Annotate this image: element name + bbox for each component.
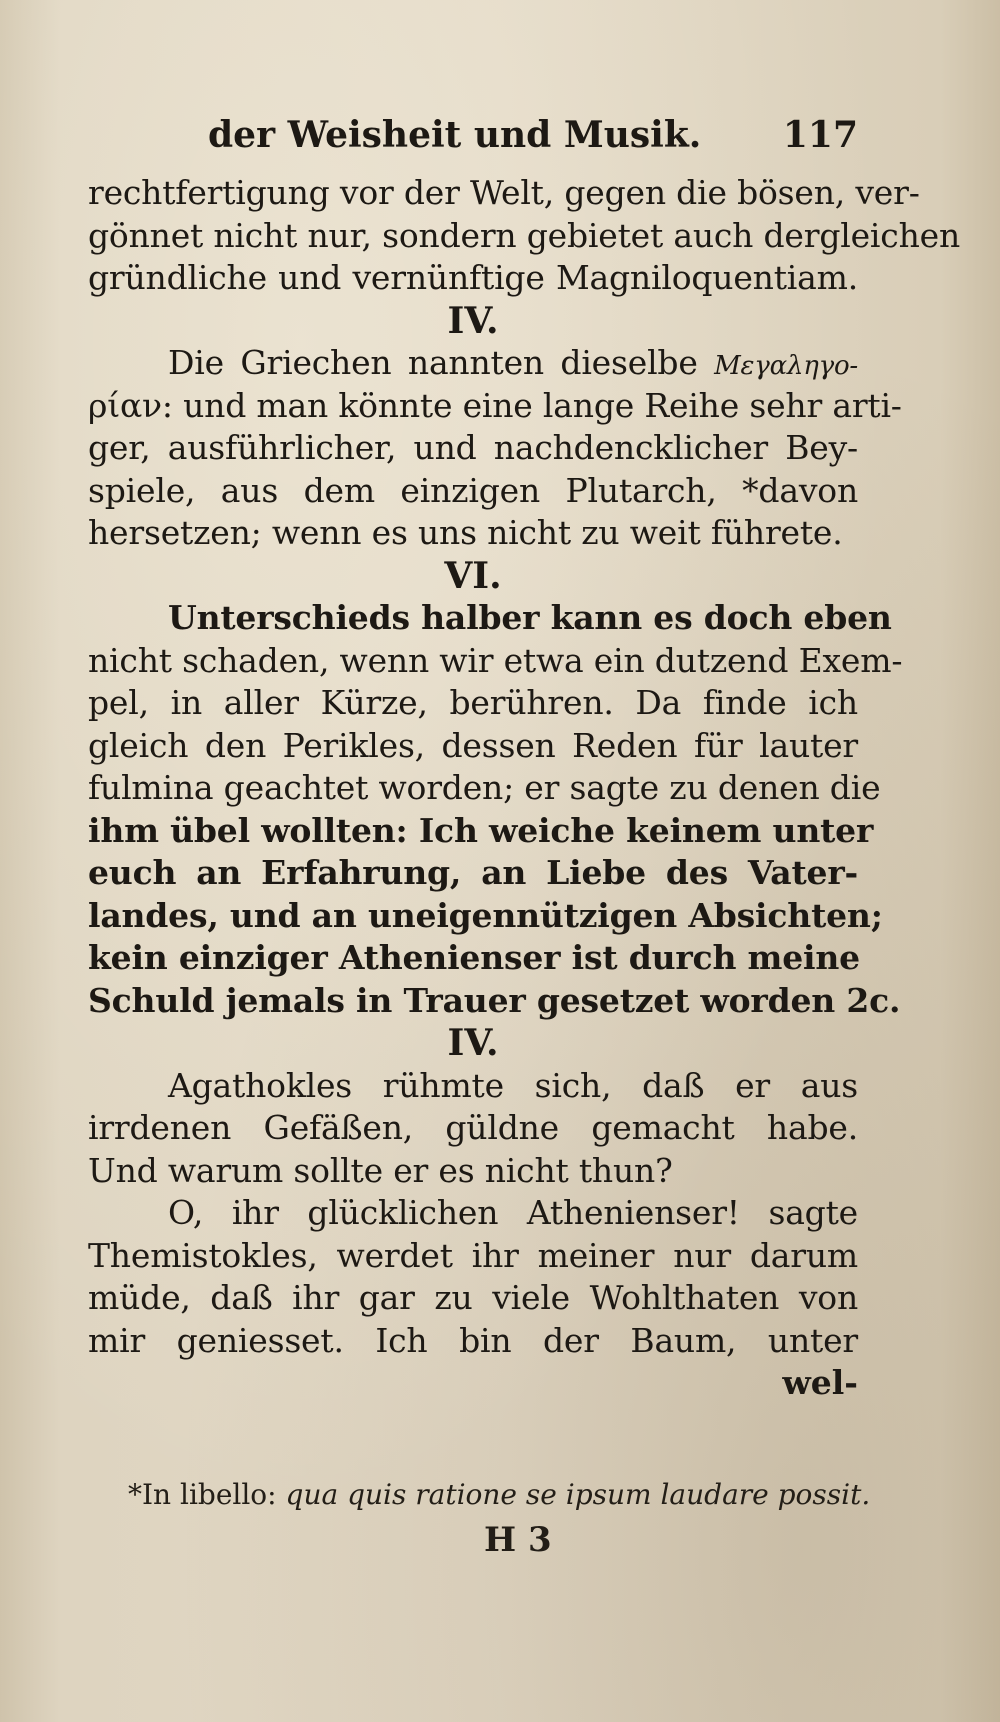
text-line: irrdenen Gefäßen, güldne gemacht habe. xyxy=(88,1108,858,1147)
text-block xyxy=(88,110,961,1405)
signature-mark: H 3 xyxy=(484,1520,552,1560)
text-line: nicht schaden, wenn wir etwa ein dutzend Exem- xyxy=(88,640,903,680)
text-line: O, ihr glücklichen Athenienser! sagte xyxy=(168,1193,858,1232)
text-line: ihm übel wollten: Ich weiche keinem unter xyxy=(88,810,874,850)
text-line: euch an Erfahrung, an Liebe des Vater- xyxy=(88,853,858,892)
text-line-start: Die Griechen nannten dieselbe xyxy=(168,343,698,382)
text-line: gönnet nicht nur, sondern gebietet auch dergleichen xyxy=(88,215,961,255)
text-line: spiele, aus dem einzigen Plutarch, *davon xyxy=(88,470,858,510)
footnote-prefix: *In libello: xyxy=(128,1478,277,1511)
footnote-italic: qua quis ratione se ipsum laudare possit. xyxy=(285,1478,871,1511)
text-line: rechtfertigung vor der Welt, gegen die bösen, ver- xyxy=(88,173,920,212)
text-line: gründliche und vernünftige Magniloquentiam. xyxy=(88,258,858,297)
greek-word: Μεγαληγο- xyxy=(714,351,858,381)
text-line: pel, in aller Kürze, berühren. Da finde ich xyxy=(88,683,858,722)
text-line: kein einziger Athenienser ist durch meine xyxy=(88,938,860,977)
page-number: 117 xyxy=(782,114,858,156)
text-line: landes, und an uneigennützigen Absichten; xyxy=(88,895,883,935)
text-line: mir geniesset. Ich bin der Baum, unter xyxy=(88,1320,858,1360)
catchword: wel- xyxy=(782,1363,858,1402)
running-title: der Weisheit und Musik. xyxy=(208,114,702,156)
text-line: ρίαν: und man könnte eine lange Reihe sehr arti- xyxy=(88,385,902,425)
text-line: gleich den Perikles, dessen Reden für lauter xyxy=(88,725,858,765)
text-line: müde, daß ihr gar zu viele Wohlthaten von xyxy=(88,1278,858,1317)
text-line: ger, ausführlicher, und nachdencklicher Bey- xyxy=(88,428,858,467)
running-head xyxy=(88,110,858,172)
text-line xyxy=(88,342,858,385)
text-line: fulmina geachtet worden; er sagte zu denen die xyxy=(88,768,881,807)
text-line: hersetzen; wenn es uns nicht zu weit führete. xyxy=(88,513,843,552)
text-line: Schuld jemals in Trauer gesetzet worden 2c. xyxy=(88,980,901,1020)
text-line: Agathokles rühmte sich, daß er aus xyxy=(168,1065,858,1105)
text-line: Unterschieds halber kann es doch eben xyxy=(168,598,892,637)
section-numeral: IV. xyxy=(447,299,499,342)
footnote xyxy=(128,1478,871,1511)
text-line: Themistokles, werdet ihr meiner nur darum xyxy=(88,1235,858,1275)
section-numeral: IV. xyxy=(447,1022,499,1064)
section-numeral: VI. xyxy=(444,554,502,597)
text-line: Und warum sollte er es nicht thun? xyxy=(88,1150,673,1190)
